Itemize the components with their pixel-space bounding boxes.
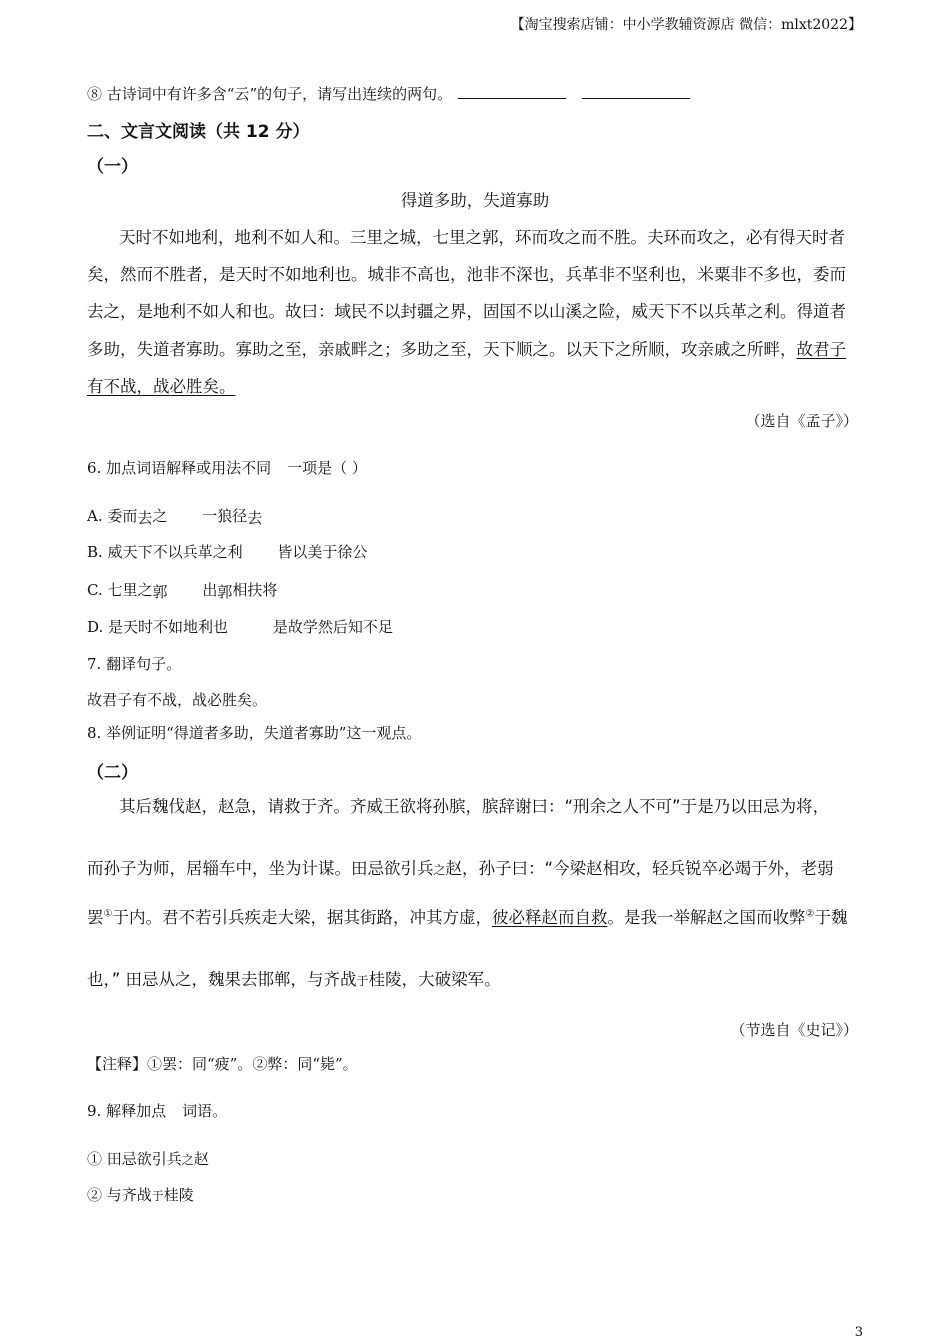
question-9-item-1-b: 赵 <box>193 1150 209 1168</box>
passage-title: 得道多助，失道寡助 <box>400 191 550 210</box>
option-c-right-end: 相扶将 <box>232 581 278 599</box>
passage2-line-1: 其后魏伐赵，赵急，请救于齐。齐威王欲将孙膑，膑辞谢曰：“刑余之人不可”于是乃以田忌为将， <box>119 797 830 816</box>
passage2-line-4-b: 桂陵，大破梁军。 <box>368 970 501 989</box>
passage2-line-3-a: 罢 <box>87 908 104 927</box>
passage2-line-4-a: 也，” 田忌从之，魏果去邯郸，与齐战 <box>87 970 357 989</box>
option-c-right: 出 <box>202 581 218 599</box>
question-9-item-2-b: 桂陵 <box>163 1186 194 1204</box>
option-d-right: 是故学然后知不足 <box>272 618 393 636</box>
passage2-line-2-b: 赵，孙子曰：“今梁赵相攻，轻兵锐卒必竭于外，老弱 <box>445 859 834 878</box>
footnote-ref-1: ① <box>103 908 113 920</box>
underlined-sentence-end: 有不战， <box>87 377 153 396</box>
question-9-item-1 <box>87 1148 209 1169</box>
question-9-stem-a: 9. 解释加点 <box>87 1102 167 1120</box>
option-b[interactable] <box>87 541 367 562</box>
option-c[interactable] <box>87 579 277 600</box>
footnote-ref-2: ② <box>805 908 815 920</box>
question-7-stem: 7. 翻译句子。 <box>87 655 182 673</box>
question-8-poem <box>87 83 690 104</box>
passage-source-2: （节选自《史记》） <box>730 1021 858 1039</box>
passage2-line-4-sub: 于 <box>356 974 369 988</box>
option-a-left-end: 之 <box>152 507 168 525</box>
passage-line-4-text: 多助，失道者寡助。寡助之至，亲戚畔之；多助之至，天下顺之。以天下之所顺，攻亲戚之所畔， <box>87 340 797 359</box>
passage-line-5-text: 战必胜矣。 <box>153 377 236 396</box>
option-c-left-dot: 郭 <box>152 583 168 601</box>
option-c-letter: C. <box>87 581 103 599</box>
page-number: 3 <box>854 1325 863 1340</box>
question-7-sentence: 故君子有不战，战必胜矣。 <box>87 691 268 709</box>
passage-line-4 <box>87 336 846 360</box>
page-header: 【淘宝搜索店铺：中小学教辅资源店 微信：mlxt2022】 <box>510 17 862 33</box>
question-9-item-2 <box>87 1184 194 1205</box>
question-6-stem-a: 6. 加点词语解释或用法不同 <box>87 459 272 477</box>
passage2-line-2 <box>87 855 834 879</box>
option-d-letter: D. <box>87 618 104 636</box>
question-9-stem <box>87 1100 227 1121</box>
passage-line-2: 矣，然而不胜者，是天时不如地利也。城非不高也，池非不深也，兵革非不坚利也，米粟非不多也，委而 <box>87 265 846 284</box>
question-9-stem-b: 词语。 <box>182 1102 228 1120</box>
answer-blank-2[interactable] <box>582 97 690 99</box>
option-a[interactable] <box>87 505 262 526</box>
passage2-line-2-a: 而孙子为师，居辎车中，坐为计谋。田忌欲引兵 <box>87 859 434 878</box>
annotation-note: 【注释】①罢：同“疲”。②弊：同“毙”。 <box>87 1055 358 1073</box>
option-c-right-dot: 郭 <box>217 583 233 601</box>
passage2-line-3-b: 于内。君不若引兵疾走大梁，据其街路，冲其方虚， <box>112 908 492 927</box>
passage2-line-3-d: 于魏 <box>814 908 848 927</box>
passage2-line-2-sub: 之 <box>433 863 446 877</box>
passage-line-5 <box>87 373 236 397</box>
option-a-left: 委而 <box>107 507 138 525</box>
option-a-left-dot: 去 <box>137 509 153 527</box>
passage2-line-3 <box>87 904 847 928</box>
question-9-item-2-sub: 于 <box>151 1189 164 1203</box>
underlined-sentence-start: 故君子 <box>796 340 846 359</box>
option-b-right: 皆以美于徐公 <box>277 543 368 561</box>
option-a-right: 一狼径 <box>202 507 248 525</box>
part-1-label: （一） <box>87 157 138 177</box>
passage-source-1: （选自《孟子》） <box>745 412 858 430</box>
answer-blank-1[interactable] <box>458 97 566 99</box>
option-b-letter: B. <box>87 543 103 561</box>
option-b-left: 威天下不以兵革之利 <box>107 543 243 561</box>
passage2-line-3-c: 。是我一举解赵之国而收弊 <box>607 908 806 927</box>
option-a-letter: A. <box>87 507 103 525</box>
option-c-left: 七里之 <box>107 581 153 599</box>
question-9-item-1-sub: 之 <box>181 1153 194 1167</box>
question-9-item-2-a: ② 与齐战 <box>87 1186 152 1204</box>
option-d-left: 是天时不如地利也 <box>108 618 229 636</box>
question-6-stem-b: 一项是（ ） <box>287 459 367 477</box>
option-d[interactable] <box>87 616 393 637</box>
section-title: 二、文言文阅读（共 12 分） <box>87 122 310 142</box>
passage2-line-4 <box>87 966 501 990</box>
part-2-label: （二） <box>87 763 138 783</box>
passage-line-3: 去之，是地利不如人和也。故曰：域民不以封疆之界，固国不以山溪之险，威天下不以兵革之利。得道者 <box>87 302 846 321</box>
passage2-underlined: 彼必释赵而自救 <box>491 908 608 927</box>
question-8-stem: 8. 举例证明“得道者多助，失道者寡助”这一观点。 <box>87 724 422 742</box>
question-9-item-1-a: ① 田忌欲引兵 <box>87 1150 182 1168</box>
option-a-right-dot: 去 <box>247 509 263 527</box>
question-8-poem-text: ⑧ 古诗词中有许多含“云”的句子，请写出连续的两句。 <box>87 85 453 103</box>
passage-line-1: 天时不如地利，地利不如人和。三里之城，七里之郭，环而攻之而不胜。夫环而攻之，必有得天时者 <box>119 228 845 247</box>
question-6-stem <box>87 457 367 478</box>
